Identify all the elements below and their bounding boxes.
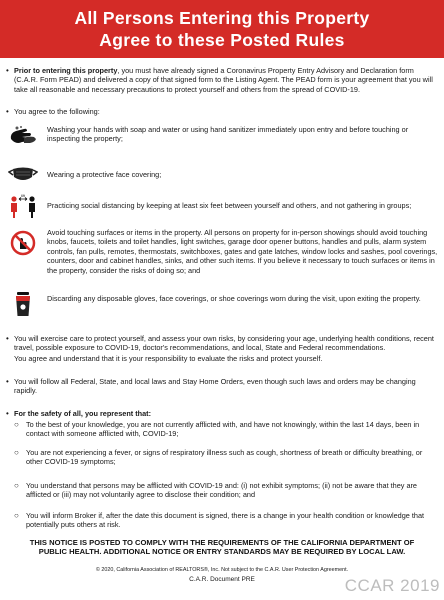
circle-bullet: ○ — [14, 481, 19, 490]
copyright-text: © 2020, California Association of REALTORS®, Inc. Not subject to the C.A.R. User Protection Agreement. — [95, 567, 349, 573]
rule-text: Practicing social distancing by keeping at least six feet between yourself and others, and not gathering in groups; — [47, 201, 412, 210]
bullet-dot: • — [6, 66, 9, 75]
notice-line-2: PUBLIC HEALTH. ADDITIONAL NOTICE OR ENTRY STANDARDS MAY BE REQUIRED BY LOCAL LAW. — [38, 547, 406, 557]
bullet-dot: • — [6, 377, 9, 386]
represent-item: You understand that persons may be afflicted with COVID-19 and: (i) not exhibit symptoms; (ii) not be aware that they are afflicted or (iii) may not voluntarily agree to disclose their condition; and — [26, 481, 417, 500]
trash-bin-icon — [8, 289, 38, 319]
intro-paragraph — [14, 66, 438, 94]
represent-item: You are not experiencing a fever, or signs of respiratory illness such as cough, shortness of breath or difficulty breathing, or other COVID-19 symptoms; — [26, 448, 423, 467]
rules-header-banner — [0, 0, 444, 58]
no-touch-icon — [8, 230, 38, 256]
circle-bullet: ○ — [14, 511, 19, 520]
represent-item: You will inform Broker if, after the date this document is signed, there is a change in your health condition or knowledge that potentially puts others at risk. — [26, 511, 425, 530]
represent-item: To the best of your knowledge, you are not currently afflicted with, and have not knowingly, within the last 14 days, been in contact with someone afflicted with, COVID-19; — [26, 420, 420, 439]
circle-bullet: ○ — [14, 420, 19, 429]
intro-bold-text: Prior to entering this property — [14, 66, 118, 75]
bullet-dot: • — [6, 334, 9, 343]
header-line-2: Agree to these Posted Rules — [99, 30, 345, 50]
bullet-dot: • — [6, 409, 9, 418]
notice-line-1: THIS NOTICE IS POSTED TO COMPLY WITH THE REQUIREMENTS OF THE CALIFORNIA DEPARTMENT OF — [29, 538, 415, 547]
header-line-1: All Persons Entering this Property — [74, 8, 370, 28]
care-responsibility-text: You agree and understand that it is your responsibility to evaluate the risks and protect yourself. — [14, 354, 323, 363]
laws-paragraph: You will follow all Federal, State, and local laws and Stay Home Orders, even though such laws and orders may be changing rapidly. — [14, 377, 416, 396]
document-id: C.A.R. Document PRE — [189, 576, 255, 583]
rule-text: Discarding any disposable gloves, face coverings, or shoe coverings worn during the visit, upon exiting the property. — [47, 294, 421, 303]
agree-heading: You agree to the following: — [14, 107, 100, 116]
svg-text:6ft: 6ft — [21, 194, 25, 198]
bullet-dot: • — [6, 107, 9, 116]
compliance-notice — [0, 538, 444, 556]
rule-text: Avoid touching surfaces or items in the property. All persons on property for in-person showings should avoid touching knobs, faucets, toilets and toilet handles, light switches, garage door opener buttons, handles and pulls, alarm system controls, fan pulls, remotes, thermostats, switchboxes, gates and gate latches, window locks and sashes, pool coverings, counters, door and cabinet handles, sinks, and other such items. If you believe it necessary to touch surfaces or items in the property, consider the risks of doing so; and — [47, 228, 438, 275]
rule-text: Washing your hands with soap and water or using hand sanitizer immediately upon entry and before touching or inspecting the property; — [47, 125, 409, 144]
handwashing-icon — [8, 125, 38, 151]
represent-heading: For the safety of all, you represent that: — [14, 409, 152, 418]
rule-text: Wearing a protective face covering; — [47, 170, 162, 179]
social-distance-icon — [8, 193, 38, 219]
care-paragraph: You will exercise care to protect yourself, and assess your own risks, by considering your age, underlying health conditions, recent travel, possible exposure to COVID-19, doctor's recommendations, and local, State and Federal recommendations. — [14, 334, 434, 353]
face-mask-icon — [8, 162, 38, 188]
circle-bullet: ○ — [14, 448, 19, 457]
watermark: CCAR 2019 — [344, 576, 440, 595]
intro-text: , you must have already signed a Coronavirus Property Entry Advisory and Declaration form (C.A.R. Form PEAD) and delivered a copy of that signed form to the Listing Agent. The PEAD form is your agreement that you will take all reasonable and necessary precautions to protect yourself and others from the spread of COVID-19. — [14, 66, 433, 94]
